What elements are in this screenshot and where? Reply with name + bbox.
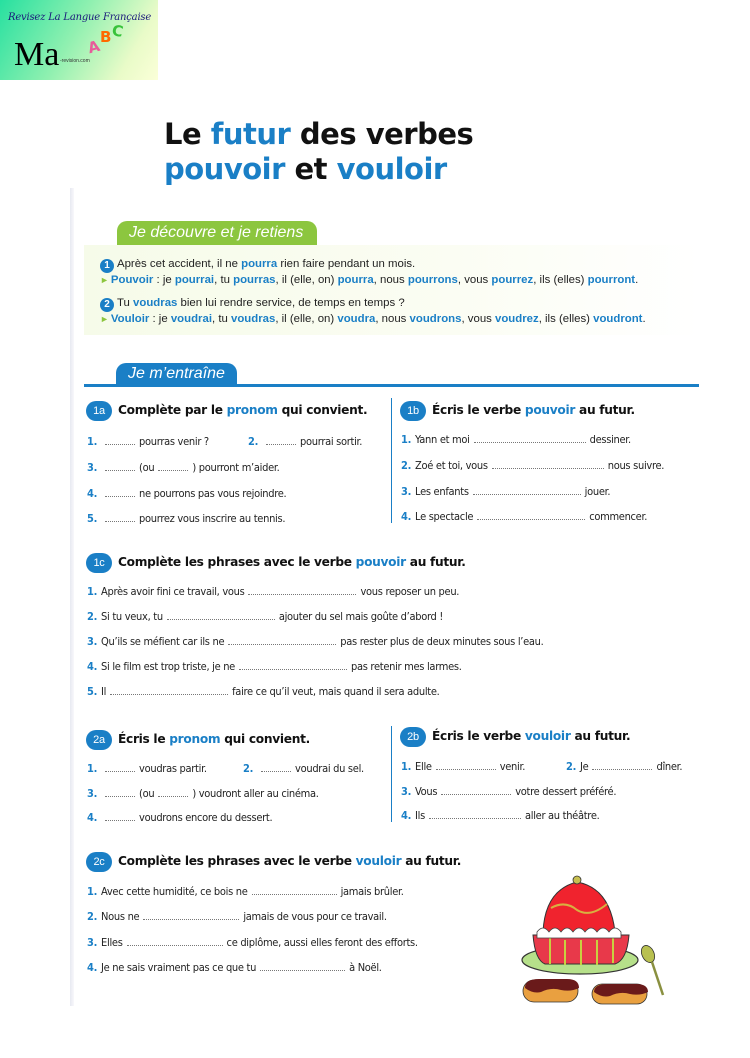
answer-blank[interactable] <box>105 811 135 821</box>
answer-blank[interactable] <box>261 762 291 772</box>
heading-keyword: vouloir <box>355 854 402 868</box>
exercise-item <box>87 885 404 898</box>
heading-text: Écris le verbe <box>432 729 525 743</box>
item-text: Elle <box>415 760 432 773</box>
rule-form: pourrons <box>407 274 458 286</box>
answer-blank[interactable] <box>260 961 345 971</box>
item-text: Le spectacle <box>415 510 474 523</box>
exercise-item <box>87 635 543 648</box>
heading-keyword: pronom <box>169 732 221 746</box>
answer-blank[interactable] <box>248 585 356 595</box>
exercise-2c-heading <box>86 852 461 872</box>
item-text: Je <box>580 760 589 773</box>
rule-form: voudrez <box>495 313 539 325</box>
item-text: Je ne sais vraiment pas ce que tu <box>101 961 257 974</box>
exercise-item <box>87 660 462 673</box>
exercise-item <box>401 785 616 798</box>
item-number: 5. <box>87 512 98 525</box>
answer-blank[interactable] <box>105 762 135 772</box>
answer-blank[interactable] <box>228 635 336 645</box>
item-number: 3. <box>401 485 412 498</box>
item-text: à Noël. <box>349 961 382 974</box>
item-number: 3. <box>87 461 98 474</box>
item-text: jouer. <box>584 485 611 498</box>
heading-keyword: vouloir <box>524 729 571 743</box>
item-number: 4. <box>401 809 412 822</box>
rule-form: pourront <box>587 274 636 286</box>
item-text: commencer. <box>589 510 648 523</box>
item-number: 1. <box>87 762 98 775</box>
answer-blank[interactable] <box>105 435 135 445</box>
heading-text: qui convient. <box>220 732 310 746</box>
rule-text: , ils (elles) <box>538 313 594 325</box>
title-text: Le <box>164 117 211 151</box>
item-text: voudrons encore du dessert. <box>139 811 273 824</box>
exercise-1b-heading <box>400 401 635 421</box>
rule-text: , tu <box>214 274 234 286</box>
answer-blank[interactable] <box>474 433 586 443</box>
item-number: 2. <box>87 610 98 623</box>
example-verb: voudras <box>133 297 178 309</box>
item-number: 4. <box>87 961 98 974</box>
exercise-item <box>87 961 382 974</box>
exercise-item <box>401 459 664 472</box>
heading-keyword: pronom <box>226 403 278 417</box>
exercise-item <box>87 936 418 949</box>
rule-form: voudrons <box>409 313 462 325</box>
heading-keyword: pouvoir <box>524 403 576 417</box>
answer-blank[interactable] <box>429 809 521 819</box>
exercise-item <box>87 610 443 623</box>
item-number: 1. <box>87 885 98 898</box>
item-number: 2. <box>566 760 577 773</box>
item-text: Après avoir fini ce travail, vous <box>101 585 245 598</box>
rule-label: Pouvoir <box>110 274 154 286</box>
title-text: et <box>284 152 337 186</box>
rule-label: Vouloir <box>110 313 150 325</box>
example-text: bien lui rendre service, de temps en temps ? <box>177 297 405 309</box>
rule-text: , vous <box>457 274 492 286</box>
heading-text: Complète les phrases avec le verbe <box>118 555 356 569</box>
section-banner-decouvre: Je découvre et je retiens <box>117 221 317 245</box>
heading-text: au futur. <box>570 729 631 743</box>
exercise-item <box>87 585 459 598</box>
logo-brand: Ma <box>14 36 60 73</box>
rule-form: pourrez <box>491 274 534 286</box>
item-number: 1. <box>401 760 412 773</box>
item-text: Vous <box>415 785 438 798</box>
item-text: ajouter du sel mais goûte d’abord ! <box>278 610 444 623</box>
item-text: dessiner. <box>589 433 631 446</box>
exercise-item <box>87 512 285 525</box>
eclair-left <box>523 979 579 1002</box>
exercise-1a-heading <box>86 401 367 421</box>
item-text: ) pourront m’aider. <box>192 461 280 474</box>
rule-form: voudras <box>231 313 276 325</box>
example-text: rien faire pendant un mois. <box>277 258 416 270</box>
exercise-item <box>87 762 207 775</box>
exercise-badge: 2b <box>400 727 426 747</box>
item-number: 4. <box>87 811 98 824</box>
cake-dome <box>543 876 615 932</box>
item-text: Nous ne <box>101 910 140 923</box>
rule-form: pourrai <box>174 274 215 286</box>
page-title <box>164 117 473 187</box>
logo-site: -revision.com <box>60 58 90 64</box>
item-number: 5. <box>87 685 98 698</box>
item-number: 2. <box>248 435 259 448</box>
rule-text: , vous <box>461 313 496 325</box>
rule-text: , nous <box>375 313 410 325</box>
item-number: 3. <box>87 787 98 800</box>
item-text: jamais de vous pour ce travail. <box>243 910 387 923</box>
heading-keyword: pouvoir <box>355 555 406 569</box>
item-number: 1. <box>87 435 98 448</box>
rule-text: , il (elle, on) <box>275 274 338 286</box>
title-text: des verbes <box>290 117 474 151</box>
heading-text: au futur. <box>575 403 635 417</box>
rule-text: : je <box>149 313 171 325</box>
rule-form: voudront <box>593 313 643 325</box>
exercise-item <box>401 510 647 523</box>
answer-blank[interactable] <box>441 785 511 795</box>
exercise-item <box>401 760 525 773</box>
item-number: 1. <box>87 585 98 598</box>
item-number: 3. <box>401 785 412 798</box>
item-number: 3. <box>87 635 98 648</box>
answer-blank[interactable] <box>127 936 223 946</box>
rule-form: pourra <box>337 274 374 286</box>
answer-blank[interactable] <box>143 910 239 920</box>
heading-text: Écris le <box>118 732 170 746</box>
exercise-item <box>566 760 682 773</box>
item-number: 2. <box>87 910 98 923</box>
page-edge-shadow <box>70 188 74 1006</box>
item-text: Avec cette humidité, ce bois ne <box>101 885 248 898</box>
answer-blank[interactable] <box>110 685 228 695</box>
item-text: aller au théâtre. <box>524 809 600 822</box>
exercise-item <box>87 910 387 923</box>
item-number: 2. <box>243 762 254 775</box>
title-highlight: vouloir <box>336 152 447 186</box>
item-number: 4. <box>401 510 412 523</box>
answer-blank[interactable] <box>105 787 135 797</box>
heading-text: au futur. <box>401 854 462 868</box>
rule-vouloir <box>100 313 646 325</box>
item-text: Zoé et toi, vous <box>415 459 488 472</box>
exercise-item <box>248 435 362 448</box>
item-number: 1. <box>401 433 412 446</box>
column-divider <box>391 398 392 523</box>
heading-text: au futur. <box>405 555 466 569</box>
item-text: Si le film est trop triste, je ne <box>101 660 235 673</box>
item-text: nous suivre. <box>607 459 665 472</box>
item-text: jamais brûler. <box>340 885 404 898</box>
exercise-item <box>401 485 610 498</box>
section-divider <box>84 384 699 387</box>
rule-text: , ils (elles) <box>533 274 588 286</box>
item-text: pas rester plus de deux minutes sous l’eau. <box>340 635 544 648</box>
item-text: pourrez vous inscrire au tennis. <box>139 512 286 525</box>
logo-abc-icon <box>85 21 128 58</box>
item-text: Ils <box>415 809 425 822</box>
exercise-item <box>401 433 631 446</box>
exercise-badge: 2c <box>86 852 112 872</box>
item-text: pas retenir mes larmes. <box>350 660 462 673</box>
answer-blank[interactable] <box>492 459 604 469</box>
exercise-item <box>243 762 364 775</box>
rule-text: , tu <box>212 313 231 325</box>
eclair-right <box>592 984 648 1004</box>
answer-blank[interactable] <box>158 461 188 471</box>
arrow-right-icon: ► <box>100 275 109 285</box>
answer-blank[interactable] <box>477 510 585 520</box>
item-number: 4. <box>87 660 98 673</box>
heading-text: Écris le verbe <box>432 403 525 417</box>
heading-text: qui convient. <box>277 403 368 417</box>
title-line-2 <box>164 152 473 187</box>
number-badge: 1 <box>100 259 114 273</box>
cake-base <box>533 935 629 965</box>
logo-letter-c: C <box>110 21 125 41</box>
rule-text: . <box>642 313 646 325</box>
item-number: 3. <box>87 936 98 949</box>
title-highlight: futur <box>210 117 291 151</box>
exercise-badge: 1b <box>400 401 426 421</box>
rule-form: pourras <box>233 274 276 286</box>
exercise-badge: 2a <box>86 730 112 750</box>
example-text: Tu <box>117 297 134 309</box>
rule-text: . <box>635 274 639 286</box>
column-divider <box>391 726 392 822</box>
logo-tagline: Revisez La Langue Française <box>8 12 152 23</box>
item-text: voudras partir. <box>139 762 207 775</box>
logo-letter-a: A <box>85 36 102 58</box>
item-text: dîner. <box>656 760 683 773</box>
rule-form: voudrai <box>170 313 212 325</box>
item-text: (ou <box>139 787 155 800</box>
exercise-1c-heading <box>86 553 466 573</box>
example-2 <box>100 297 405 312</box>
item-text: Qu’ils se méfient car ils ne <box>101 635 225 648</box>
rule-text: : je <box>153 274 175 286</box>
item-text: pourrai sortir. <box>300 435 363 448</box>
item-text: vous reposer un peu. <box>360 585 460 598</box>
answer-blank[interactable] <box>592 760 652 770</box>
exercise-item <box>87 435 209 448</box>
item-text: Les enfants <box>415 485 469 498</box>
item-text: pourras venir ? <box>139 435 209 448</box>
heading-text: Complète les phrases avec le verbe <box>118 854 356 868</box>
exercise-item <box>87 787 319 800</box>
item-text: venir. <box>499 760 526 773</box>
rule-text: , nous <box>373 274 408 286</box>
rule-form: voudra <box>337 313 376 325</box>
item-text: faire ce qu’il veut, mais quand il sera adulte. <box>232 685 440 698</box>
item-number: 4. <box>87 487 98 500</box>
exercise-badge: 1a <box>86 401 112 421</box>
heading-text: Complète par le <box>118 403 227 417</box>
exercise-item <box>87 685 440 698</box>
answer-blank[interactable] <box>105 461 135 471</box>
exercise-2b-heading <box>400 727 630 747</box>
item-text: votre dessert préféré. <box>515 785 617 798</box>
item-text: Il <box>101 685 107 698</box>
item-text: voudrai du sel. <box>295 762 364 775</box>
item-number: 2. <box>401 459 412 472</box>
exercise-2a-heading <box>86 730 310 750</box>
item-text: ne pourrons pas vous rejoindre. <box>139 487 287 500</box>
arrow-right-icon: ► <box>100 314 109 324</box>
site-logo <box>0 0 158 80</box>
rule-pouvoir <box>100 274 638 286</box>
exercise-badge: 1c <box>86 553 112 573</box>
answer-blank[interactable] <box>105 512 135 522</box>
title-line-1 <box>164 117 473 152</box>
answer-blank[interactable] <box>105 487 135 497</box>
item-text: (ou <box>139 461 155 474</box>
cake-illustration <box>515 860 685 1020</box>
answer-blank[interactable] <box>436 760 496 770</box>
item-text: ce diplôme, aussi elles feront des efforts. <box>226 936 418 949</box>
section-banner-entraine: Je m’entraîne <box>116 363 237 385</box>
logo-letter-b: B <box>100 28 112 46</box>
answer-blank[interactable] <box>158 787 188 797</box>
title-highlight: pouvoir <box>164 152 285 186</box>
item-text: Yann et moi <box>415 433 470 446</box>
item-text: Si tu veux, tu <box>101 610 163 623</box>
answer-blank[interactable] <box>252 885 337 895</box>
rule-text: , il (elle, on) <box>275 313 338 325</box>
answer-blank[interactable] <box>473 485 581 495</box>
example-text: Après cet accident, il ne <box>117 258 242 270</box>
example-1 <box>100 258 415 273</box>
example-verb: pourra <box>241 258 278 270</box>
item-text: Elles <box>101 936 123 949</box>
exercise-item <box>87 461 279 474</box>
item-text: ) voudront aller au cinéma. <box>192 787 319 800</box>
exercise-item <box>87 811 272 824</box>
exercise-item <box>401 809 599 822</box>
answer-blank[interactable] <box>167 610 275 620</box>
exercise-item <box>87 487 286 500</box>
number-badge: 2 <box>100 298 114 312</box>
answer-blank[interactable] <box>266 435 296 445</box>
answer-blank[interactable] <box>239 660 347 670</box>
